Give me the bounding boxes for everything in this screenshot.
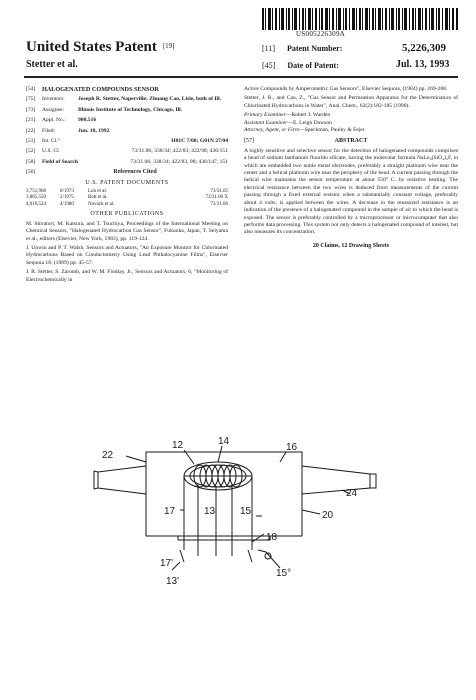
document-title-text: United States Patent: [26, 39, 157, 55]
invention-title: HALOGENATED COMPOUNDS SENSOR: [42, 86, 159, 93]
list-item: 3,751,968 8/1973 Loh et al. 73/31.05: [26, 189, 228, 195]
patent-number-code: [11]: [262, 44, 276, 53]
document-title: [26, 39, 175, 56]
date-label: Date of Patent:: [287, 61, 339, 70]
list-item: J. Unwin and P. T. Walsh, Sensors and Actuators, "An Exposure Monitor for Chlorinated Hydrocarbons Based on Conductometry Using Lead Phthalocyanine Films", Elsevier Sequoia 18. (1989) pp. 45-57.: [26, 244, 228, 266]
assignee-field: [73] Assignee: Illinois Institute of Technology, Chicago, Ill.: [26, 106, 183, 113]
patent-number-label: Patent Number:: [287, 44, 343, 53]
list-item: Active Compounds by Amperometric Gas Sensors", Elsevier Sequoia, (1984) pp. 269-288.: [244, 86, 448, 92]
left-tube: [98, 466, 146, 494]
label-15-prime: 15°: [276, 568, 292, 579]
list-item: Stetter, J. R., and Cao, Z., "Gas Sensor and Permeation Apparatus for the Determination of Chlorinated Hydrocarbons in Water", Anal. Chem., 62(2):182-185 (1990).: [244, 95, 458, 109]
inventor-surname: Stetter et al.: [26, 59, 78, 70]
claims-count: 20 Claims, 12 Drawing Sheets: [312, 242, 390, 249]
left-column: [26, 86, 228, 286]
label-22: 22: [102, 450, 114, 461]
label-12: 12: [172, 440, 184, 451]
abstract-heading: [57] ABSTRACT: [244, 138, 368, 145]
barcode-image: [262, 8, 458, 30]
patent-number-row: [262, 44, 342, 53]
label-14: 14: [218, 436, 230, 447]
barcode-number: US005226309A: [296, 30, 346, 38]
other-publications-list: [26, 221, 228, 284]
us-patent-documents-heading: U.S. PATENT DOCUMENTS: [85, 179, 169, 186]
filed-field: [22] Filed: Jun. 18, 1992: [26, 127, 110, 134]
label-17: 17: [164, 506, 176, 517]
document-title-ref: [19]: [162, 42, 175, 50]
other-publications-heading: OTHER PUBLICATIONS: [90, 211, 164, 218]
us-patent-documents-list: [26, 189, 228, 208]
int-cl-field: [51] Int. Cl.⁵ H01C 7/00; G01N 27/04: [26, 138, 228, 145]
patent-date: Jul. 13, 1993: [396, 59, 450, 70]
right-tube: [302, 466, 370, 494]
label-16: 16: [286, 442, 298, 453]
label-13-prime: 13': [166, 576, 180, 587]
attorney-agent: Attorney, Agent, or Firm—Speckman, Pauley & Fejer: [244, 127, 365, 134]
list-item: J. R. Stetter, S. Zaromb, and W. M. Findlay, Jr., Sensors and Actuators, 6, "Monitoring of Electrochemically in: [26, 269, 228, 283]
title-field: [54] HALOGENATED COMPOUNDS SENSOR: [26, 86, 228, 93]
right-column: [244, 86, 458, 250]
list-item: 3,865,550 2/1975 Bott et al. 73/31.06 X: [26, 195, 228, 201]
date-code: [45]: [262, 61, 276, 70]
appl-no-field: [21] Appl. No.: 900,516: [26, 117, 97, 124]
date-row: [262, 61, 339, 70]
header-rule: [24, 76, 458, 78]
references-field: [56] References Cited: [26, 169, 157, 176]
label-17-prime: 17': [160, 558, 174, 569]
field-of-search: [58] Field of Search 73/31.06; 338/34; 422/83, 98; 436/147, 151: [26, 158, 228, 165]
label-24: 24: [346, 488, 358, 499]
label-13: 13: [204, 506, 216, 517]
us-cl-field: [52] U.S. Cl. 73/31.06; 338/34; 422/83; 422/98; 436/151: [26, 148, 228, 155]
primary-examiner: Primary Examiner—Robert J. Warden: [244, 112, 331, 119]
label-18: 18: [266, 532, 278, 543]
patent-drawing: [80, 432, 420, 598]
label-20: 20: [322, 510, 334, 521]
abstract-text: A highly sensitive and selective sensor for the detection of halogenated compounds comprises a bead of sodium lanthanum fluorido silicate, having the molecular formula NaLn₄(SiO₄)₃F, in which are embedded two noble metal electrodes, preferably a straight platinum wire near the center and a helical platinum wire near the periphery of the bead. A current passing through the helical wire maintains the sensor temperature at about 550° C. by resistive heating. The electrical resistance between the two wires is deduced from measurements of the current passing through a fixed external resistor when a substantially constant voltage, preferably about 4 volts, is applied between the wires. A decrease in the measured resistance is an indication of the presence of a halogenated compound in the sample of air to which the bead is exposed. The sensor is preferably controlled by a microprocessor or microcomputer that also performs data processing. This system not only detects a halogenated compound of interest, but also measures its concentration.: [244, 147, 458, 236]
patent-number: 5,226,309: [402, 42, 446, 54]
list-item: M. Shiratori, M. Katsura, and T. Tsuchiya, Proceedings of the International Meeting on Chemical Sensors, "Halogenated Hydrocarbon Gas Sensor", Fukuoka, Japan, T. Seiyama et al., editors (Elsevier, New York, 1983), pp. 119-124.: [26, 220, 228, 242]
label-15: 15: [240, 506, 252, 517]
list-item: 4,016,524 4/1980 Novack et al. 73/31.06: [26, 201, 228, 207]
assistant-examiner: Assistant Examiner—E. Leigh Dawson: [244, 119, 332, 126]
inventors-field: [75] Inventors: Joseph R. Stetter, Naperville; Zhuang Cao, Lisle, both of Ill.: [26, 96, 222, 103]
